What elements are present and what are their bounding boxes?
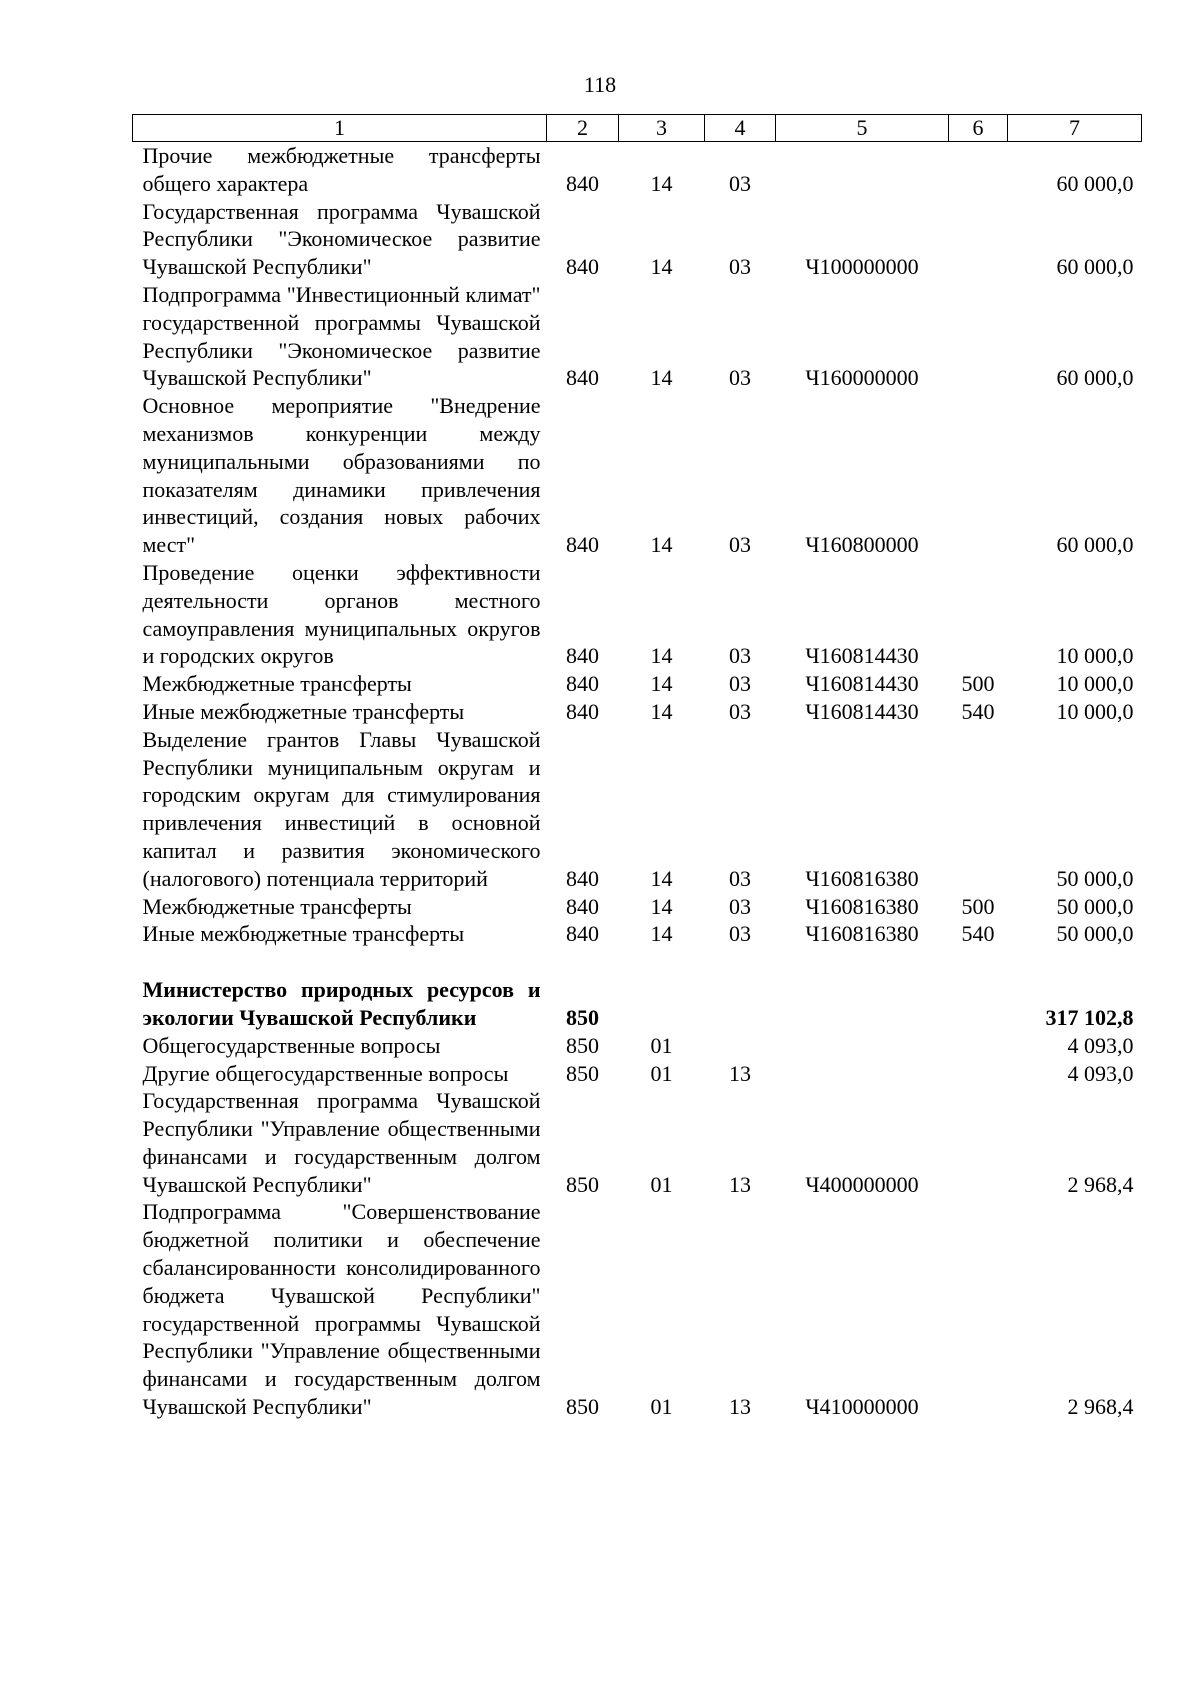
table-row xyxy=(133,392,1142,559)
row-target-article xyxy=(776,1032,949,1060)
row-section-code: 01 xyxy=(650,1060,673,1086)
row-name: Общегосударственные вопросы xyxy=(142,1032,441,1058)
row-ministry-code: 840 xyxy=(566,921,599,947)
row-section-code: 14 xyxy=(650,532,673,558)
row-ministry-code: 850 xyxy=(566,1004,599,1030)
row-expense-type xyxy=(949,1087,1008,1198)
row-subsection-code xyxy=(705,1032,776,1060)
row-expense-type: 540 xyxy=(961,698,995,724)
row-section-code: 01 xyxy=(650,1171,673,1197)
row-expense-type xyxy=(949,559,1008,670)
row-name: Государственная программа Чувашской Республики "Экономическое развитие Чувашской Республики" xyxy=(142,198,541,280)
row-subsection-code: 03 xyxy=(729,671,751,697)
column-header: 3 xyxy=(619,115,705,142)
row-subsection-code: 03 xyxy=(729,365,751,391)
table-row xyxy=(133,559,1142,670)
table-row xyxy=(133,1032,1142,1060)
row-name: Проведение оценки эффективности деятельности органов местного самоуправления муниципальных округов и городских округов xyxy=(142,559,541,669)
table-body xyxy=(133,142,1142,1421)
row-amount: 4 093,0 xyxy=(1067,1060,1134,1086)
row-ministry-code: 840 xyxy=(566,698,599,724)
row-subsection-code: 13 xyxy=(729,1394,751,1420)
table-row xyxy=(133,1087,1142,1198)
row-name: Основное мероприятие "Внедрение механизмов конкуренции между муниципальными образованиями по показателям динамики привлечения инвестиций, создания новых рабочих мест" xyxy=(142,393,541,558)
row-ministry-code: 840 xyxy=(566,865,599,891)
row-name: Государственная программа Чувашской Республики "Управление общественными финансами и государственным долгом Чувашской Республики" xyxy=(142,1088,541,1197)
row-target-article xyxy=(776,1060,949,1088)
row-expense-type xyxy=(949,1032,1008,1060)
row-amount: 10 000,0 xyxy=(1056,671,1134,697)
row-target-article: Ч160814430 xyxy=(805,671,919,697)
row-target-article: Ч160814430 xyxy=(805,698,919,724)
column-header: 4 xyxy=(705,115,776,142)
row-section-code: 14 xyxy=(650,643,673,669)
row-name: Подпрограмма "Совершенствование бюджетной политики и обеспечение сбалансированности консолидированного бюджета Чувашской Республики" государственной программы Чувашской Республики "Управление общественными финансами и государственным долгом Чувашской Республики" xyxy=(142,1199,541,1420)
row-expense-type xyxy=(949,392,1008,559)
column-header: 7 xyxy=(1008,115,1142,142)
row-expense-type xyxy=(949,281,1008,392)
row-target-article: Ч160814430 xyxy=(805,643,919,669)
column-header: 2 xyxy=(547,115,619,142)
row-section-code: 01 xyxy=(650,1394,673,1420)
row-name: Межбюджетные трансферты xyxy=(142,671,412,697)
row-subsection-code: 13 xyxy=(729,1060,751,1086)
row-expense-type: 500 xyxy=(961,671,995,697)
row-ministry-code: 850 xyxy=(566,1060,599,1086)
row-ministry-code: 840 xyxy=(566,365,599,391)
row-amount: 50 000,0 xyxy=(1056,893,1134,919)
row-name: Другие общегосударственные вопросы xyxy=(142,1060,509,1086)
row-subsection-code: 03 xyxy=(729,643,751,669)
row-amount: 10 000,0 xyxy=(1056,698,1134,724)
page-number: 118 xyxy=(583,72,617,97)
row-section-code: 14 xyxy=(650,170,673,196)
row-target-article: Ч400000000 xyxy=(805,1171,919,1197)
row-amount: 317 102,8 xyxy=(1045,1004,1134,1030)
row-section-code: 14 xyxy=(650,865,673,891)
row-ministry-code: 840 xyxy=(566,643,599,669)
row-subsection-code: 03 xyxy=(729,921,751,947)
row-subsection-code xyxy=(705,976,776,1032)
row-amount: 50 000,0 xyxy=(1056,865,1134,891)
row-target-article: Ч160816380 xyxy=(805,921,919,947)
row-expense-type xyxy=(949,1198,1008,1420)
row-ministry-code: 840 xyxy=(566,532,599,558)
row-section-code: 14 xyxy=(650,254,673,280)
row-ministry-code: 850 xyxy=(566,1394,599,1420)
row-subsection-code: 03 xyxy=(729,532,751,558)
row-expense-type: 540 xyxy=(961,921,995,947)
row-name: Иные межбюджетные трансферты xyxy=(142,698,465,724)
row-expense-type xyxy=(949,142,1008,198)
row-section-code: 14 xyxy=(650,671,673,697)
budget-table xyxy=(132,114,1142,1421)
row-amount: 60 000,0 xyxy=(1056,532,1134,558)
row-target-article: Ч160816380 xyxy=(805,865,919,891)
row-section-code: 14 xyxy=(650,893,673,919)
row-target-article xyxy=(776,142,949,198)
table-header-row xyxy=(133,115,1142,142)
row-amount: 50 000,0 xyxy=(1056,921,1134,947)
row-name: Выделение грантов Главы Чувашской Республики муниципальным округам и городским округам для стимулирования привлечения инвестиций в основной капитал и развития экономического (налогового) потенциала территорий xyxy=(142,726,541,891)
table-row xyxy=(133,976,1142,1032)
row-ministry-code: 850 xyxy=(566,1032,599,1058)
table-row xyxy=(133,893,1142,921)
row-target-article: Ч410000000 xyxy=(805,1394,919,1420)
column-header: 6 xyxy=(949,115,1008,142)
table-row xyxy=(133,281,1142,392)
row-expense-type xyxy=(949,976,1008,1032)
row-subsection-code: 03 xyxy=(729,865,751,891)
row-amount: 60 000,0 xyxy=(1056,170,1134,196)
row-subsection-code: 03 xyxy=(729,893,751,919)
row-expense-type xyxy=(949,726,1008,893)
row-ministry-code: 840 xyxy=(566,671,599,697)
row-amount: 2 968,4 xyxy=(1067,1394,1134,1420)
row-target-article: Ч160816380 xyxy=(805,893,919,919)
row-ministry-code: 840 xyxy=(566,893,599,919)
table-row xyxy=(133,1198,1142,1420)
row-subsection-code: 03 xyxy=(729,254,751,280)
row-name: Подпрограмма "Инвестиционный климат" государственной программы Чувашской Республики "Экономическое развитие Чувашской Республики" xyxy=(142,281,541,391)
table-row xyxy=(133,198,1142,281)
row-amount: 2 968,4 xyxy=(1067,1171,1134,1197)
row-ministry-code: 850 xyxy=(566,1171,599,1197)
row-amount: 60 000,0 xyxy=(1056,365,1134,391)
row-target-article: Ч160800000 xyxy=(805,532,919,558)
column-header: 5 xyxy=(776,115,949,142)
row-target-article xyxy=(776,976,949,1032)
table-row xyxy=(133,1060,1142,1088)
row-subsection-code: 03 xyxy=(729,698,751,724)
row-amount: 60 000,0 xyxy=(1056,254,1134,280)
row-ministry-code: 840 xyxy=(566,254,599,280)
row-ministry-code: 840 xyxy=(566,170,599,196)
row-name: Прочие межбюджетные трансферты общего характера xyxy=(142,143,541,196)
row-target-article: Ч100000000 xyxy=(805,254,919,280)
table-row xyxy=(133,142,1142,198)
row-name: Министерство природных ресурсов и экологии Чувашской Республики xyxy=(142,977,541,1030)
row-expense-type xyxy=(949,198,1008,281)
table-row xyxy=(133,920,1142,948)
row-subsection-code: 13 xyxy=(729,1171,751,1197)
row-amount: 4 093,0 xyxy=(1067,1032,1134,1058)
row-section-code: 14 xyxy=(650,921,673,947)
row-name: Иные межбюджетные трансферты xyxy=(142,921,465,947)
table-row xyxy=(133,698,1142,726)
row-section-code: 14 xyxy=(650,365,673,391)
row-name: Межбюджетные трансферты xyxy=(142,893,412,919)
table-row xyxy=(133,670,1142,698)
row-section-code: 14 xyxy=(650,698,673,724)
row-target-article: Ч160000000 xyxy=(805,365,919,391)
table-row xyxy=(133,726,1142,893)
row-expense-type xyxy=(949,1060,1008,1088)
spacer-row xyxy=(133,948,1142,976)
row-expense-type: 500 xyxy=(961,893,995,919)
row-subsection-code: 03 xyxy=(729,170,751,196)
row-amount: 10 000,0 xyxy=(1056,643,1134,669)
row-section-code: 01 xyxy=(650,1032,673,1058)
row-section-code xyxy=(619,976,705,1032)
column-header: 1 xyxy=(133,115,547,142)
